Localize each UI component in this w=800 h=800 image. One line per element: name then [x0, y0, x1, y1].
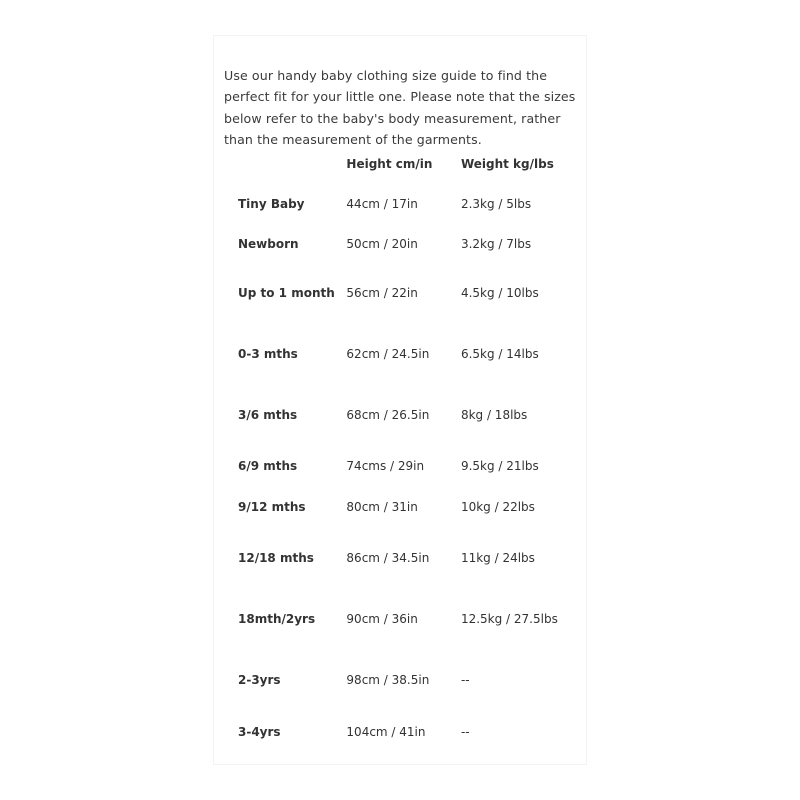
weight-value: 9.5kg / 21lbs [460, 458, 539, 473]
table-row [228, 710, 568, 754]
size-label: 3/6 mths [238, 407, 298, 422]
height-value: 90cm / 36in [346, 611, 418, 626]
table-row [228, 262, 568, 324]
size-label: 0-3 mths [238, 346, 298, 361]
weight-value: 10kg / 22lbs [460, 499, 535, 514]
height-value: 98cm / 38.5in [346, 672, 430, 687]
height-value: 80cm / 31in [346, 499, 418, 514]
weight-value: 4.5kg / 10lbs [460, 285, 539, 300]
size-label: Up to 1 month [238, 285, 335, 300]
height-value: 62cm / 24.5in [346, 346, 430, 361]
header-height: Height cm/in [346, 157, 433, 171]
weight-value: 12.5kg / 27.5lbs [460, 611, 558, 626]
table-header-row [228, 146, 568, 182]
table-row [228, 446, 568, 486]
table-row [228, 650, 568, 710]
table-row [228, 528, 568, 588]
table-row [228, 588, 568, 650]
weight-value: -- [460, 672, 470, 687]
table-row [228, 324, 568, 384]
intro-text: Use our handy baby clothing size guide to find the perfect fit for your little one. Please note that the sizes below refer to the baby's body measurement, rather than the measurement of the garments. [224, 67, 576, 148]
height-value: 44cm / 17in [346, 196, 418, 211]
size-label: 2-3yrs [238, 672, 281, 687]
size-label: 12/18 mths [238, 550, 314, 565]
table-row [228, 486, 568, 528]
table-row [228, 384, 568, 446]
weight-value: 2.3kg / 5lbs [460, 196, 532, 211]
height-value: 56cm / 22in [346, 285, 418, 300]
size-label: 9/12 mths [238, 499, 306, 514]
size-table [228, 146, 568, 754]
size-label: Tiny Baby [238, 196, 305, 211]
height-value: 74cms / 29in [346, 458, 425, 473]
table-row [228, 182, 568, 226]
size-guide-card [214, 36, 586, 764]
height-value: 86cm / 34.5in [346, 550, 430, 565]
weight-value: 3.2kg / 7lbs [460, 236, 532, 251]
height-value: 50cm / 20in [346, 236, 418, 251]
height-value: 104cm / 41in [346, 724, 426, 739]
table-row [228, 226, 568, 262]
size-label: Newborn [238, 236, 299, 251]
weight-value: 6.5kg / 14lbs [460, 346, 539, 361]
size-label: 18mth/2yrs [238, 611, 316, 626]
weight-value: 8kg / 18lbs [460, 407, 528, 422]
header-weight: Weight kg/lbs [460, 157, 554, 171]
weight-value: -- [460, 724, 470, 739]
size-label: 6/9 mths [238, 458, 298, 473]
weight-value: 11kg / 24lbs [460, 550, 535, 565]
header-size [228, 146, 346, 182]
size-label: 3-4yrs [238, 724, 281, 739]
height-value: 68cm / 26.5in [346, 407, 430, 422]
